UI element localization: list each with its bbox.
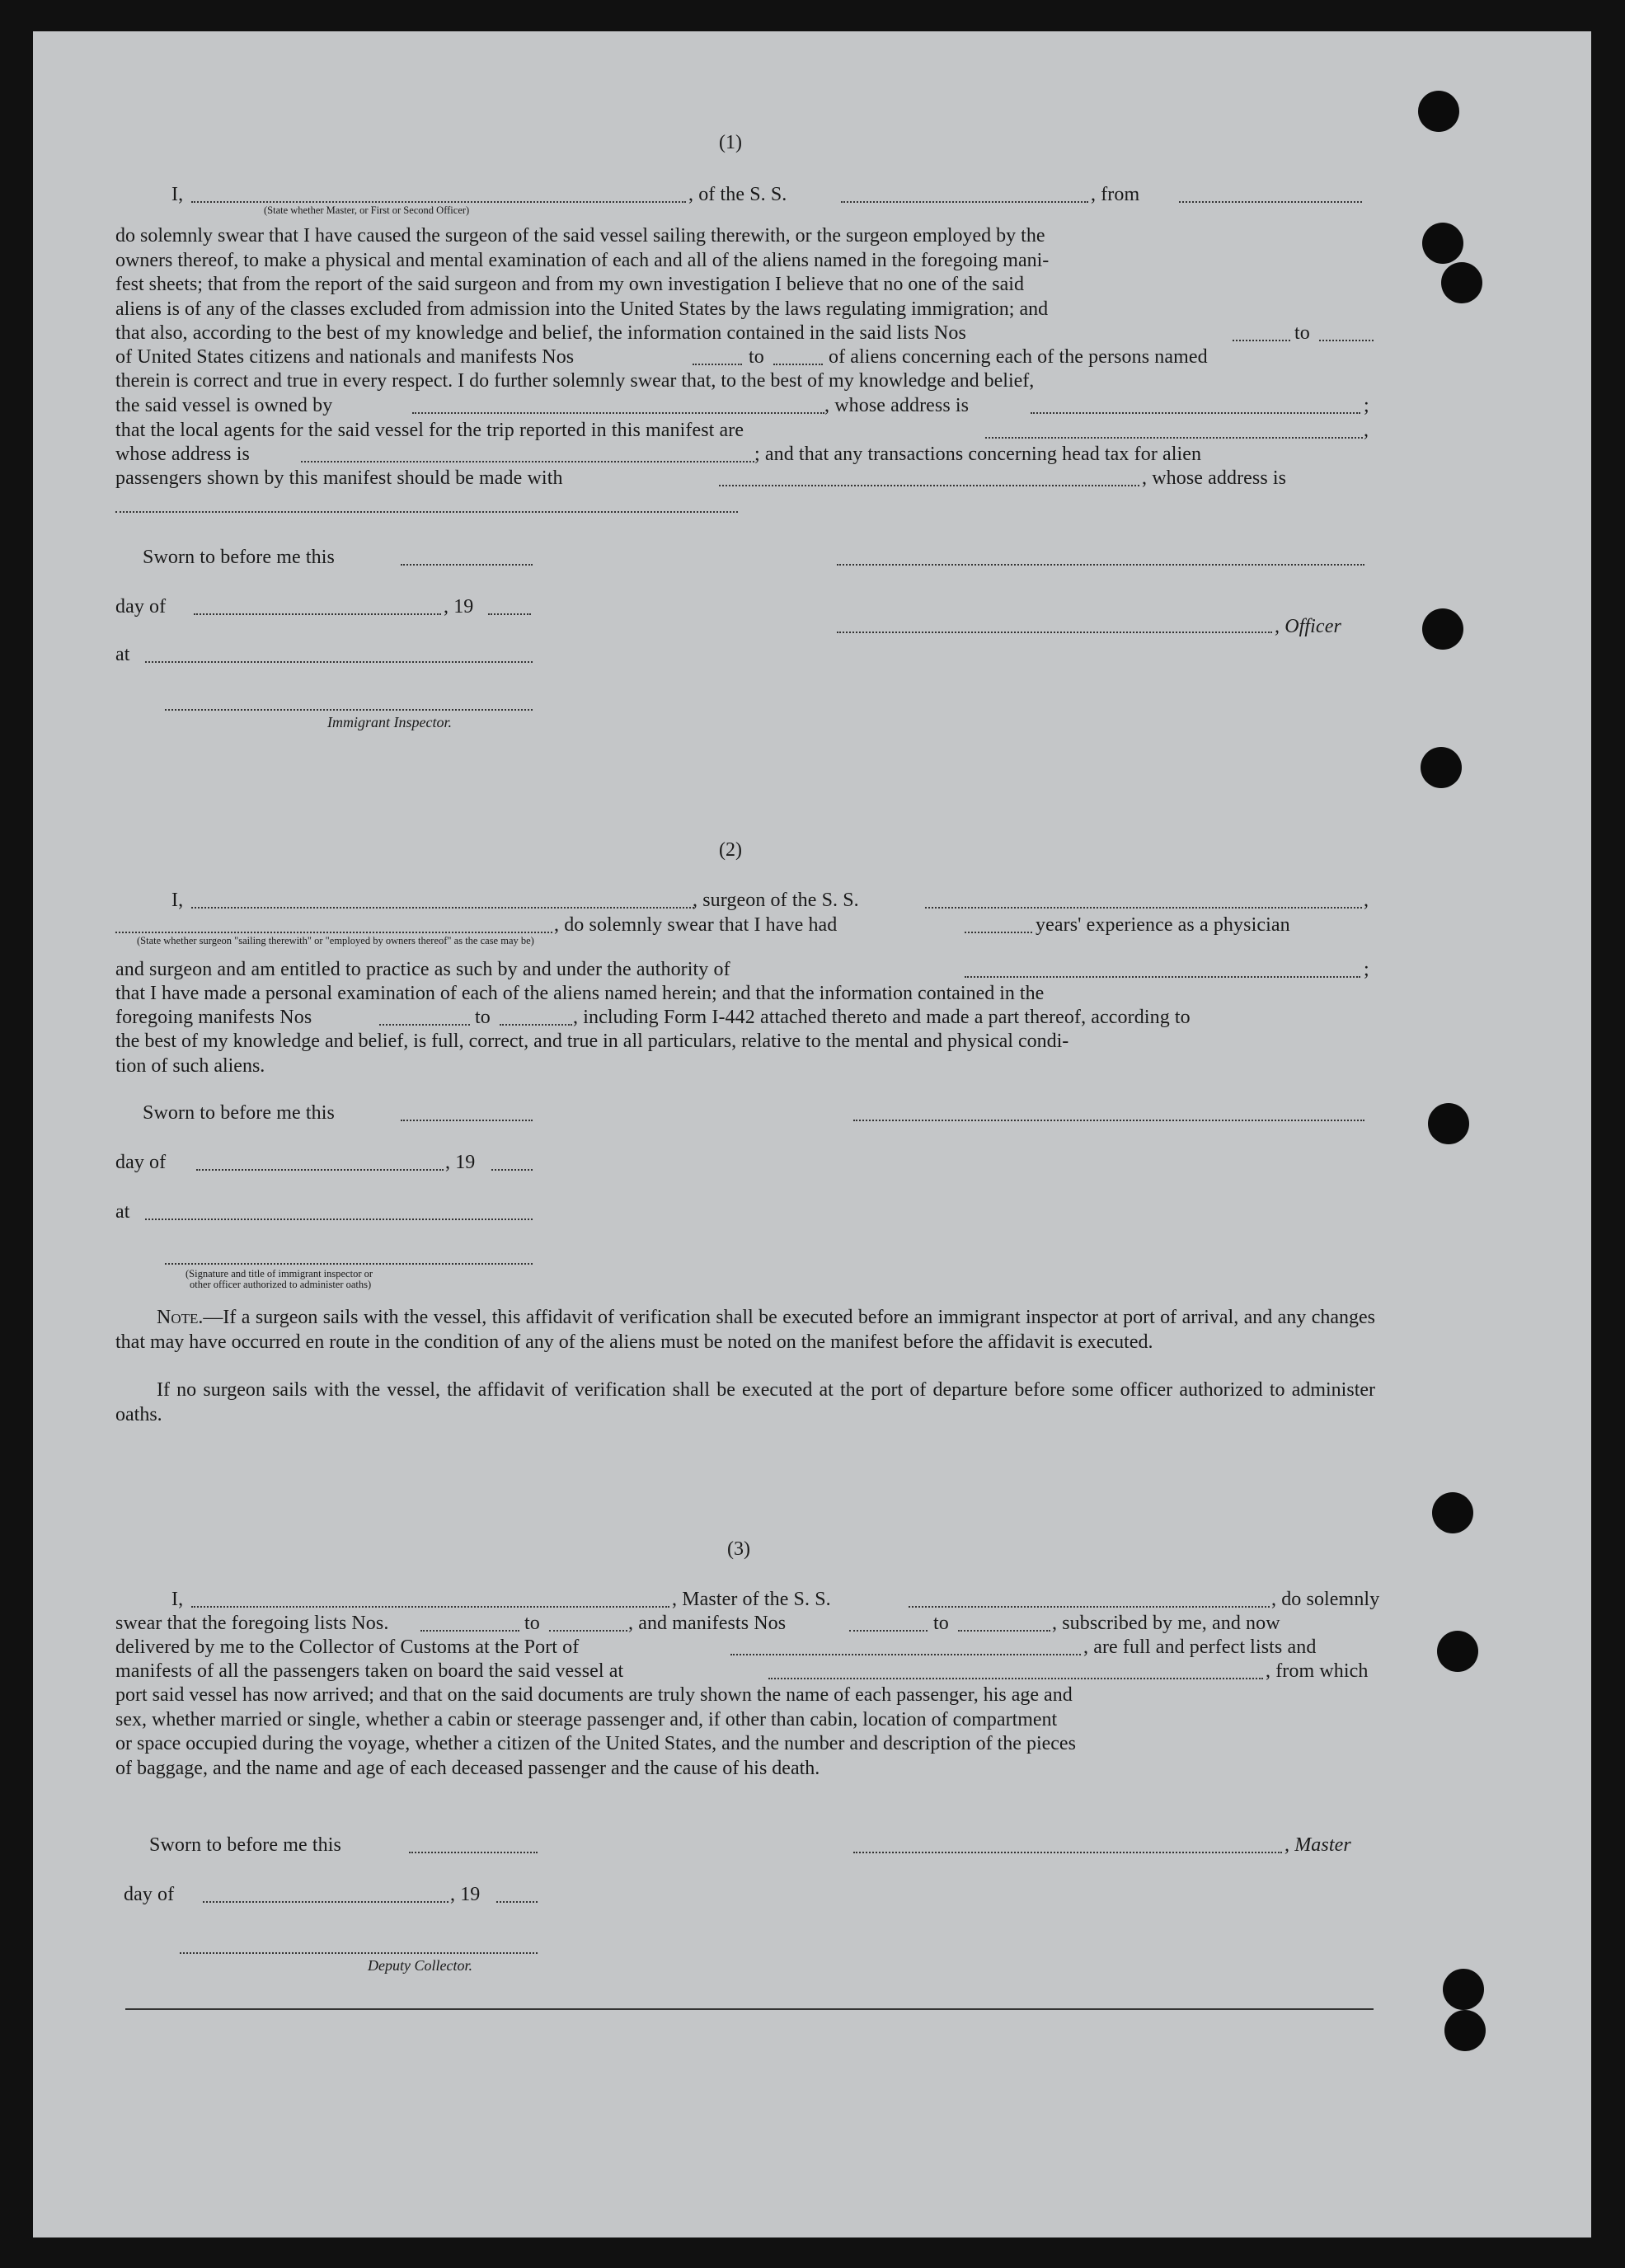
text-line: that also, according to the best of my knowledge and belief, the information contained in the said lists Nos bbox=[115, 322, 966, 344]
text-line: ; and that any transactions concerning head tax for alien bbox=[754, 444, 1202, 465]
inspector-signature-line bbox=[165, 1263, 533, 1265]
text-line: , do solemnly swear that I have had bbox=[554, 914, 838, 936]
text-line: delivered by me to the Collector of Customs at the Port of bbox=[115, 1636, 580, 1658]
lists-from-field bbox=[420, 1630, 519, 1632]
manifest-from-field bbox=[693, 364, 742, 365]
owner-field bbox=[412, 412, 824, 414]
text-line: years' experience as a physician bbox=[1036, 914, 1290, 936]
vessel-name-field bbox=[841, 201, 1088, 203]
note-paragraph bbox=[115, 1306, 1375, 1355]
affidavit-page bbox=[33, 31, 1591, 2237]
boarding-port-field bbox=[768, 1678, 1263, 1679]
agents-address-field bbox=[301, 461, 754, 463]
manifest-to-field bbox=[773, 364, 823, 365]
year-label: , 19 bbox=[450, 1884, 481, 1905]
text-line: to bbox=[1294, 322, 1310, 344]
text-line: to bbox=[475, 1007, 491, 1028]
officer-name-field bbox=[191, 201, 686, 203]
years-field bbox=[965, 932, 1032, 933]
punch-hole bbox=[1443, 1969, 1484, 2010]
semicolon: ; bbox=[1364, 395, 1369, 416]
surgeon-status-field bbox=[115, 932, 552, 933]
year-label: , 19 bbox=[444, 596, 474, 617]
text-line: of aliens concerning each of the persons named bbox=[829, 346, 1208, 368]
port-field bbox=[730, 1654, 1081, 1655]
sworn-date-field bbox=[401, 1120, 533, 1121]
note-paragraph-2: If no surgeon sails with the vessel, the affidavit of verification shall be executed at the port of departure before some officer authorized to administer oaths. bbox=[115, 1379, 1375, 1425]
text-line: of United States citizens and nationals and manifests Nos bbox=[115, 346, 575, 368]
text-line: whose address is bbox=[115, 444, 250, 465]
punch-hole bbox=[1418, 91, 1459, 132]
text-line: , from which bbox=[1266, 1660, 1369, 1682]
head-tax-party-field bbox=[719, 485, 1139, 486]
master-signature-line bbox=[853, 1852, 1282, 1853]
collector-signature-line bbox=[180, 1952, 538, 1954]
day-of-field bbox=[203, 1901, 449, 1903]
signature-note: (Signature and title of immigrant inspector or bbox=[186, 1268, 373, 1280]
deputy-collector-label: Deputy Collector. bbox=[368, 1957, 472, 1974]
text-line: , whose address is bbox=[824, 395, 970, 416]
text-line: , and manifests Nos bbox=[628, 1613, 787, 1634]
text-line: passengers shown by this manifest should be made with bbox=[115, 467, 563, 489]
section-number: (2) bbox=[719, 839, 742, 861]
punch-hole bbox=[1422, 223, 1463, 264]
punch-hole bbox=[1444, 2010, 1486, 2051]
inspector-signature-line bbox=[165, 709, 533, 711]
punch-hole bbox=[1441, 262, 1482, 303]
i-label: I, bbox=[171, 890, 184, 911]
text-line: to bbox=[524, 1613, 540, 1634]
sworn-date-field bbox=[409, 1852, 538, 1853]
manifests-to-field bbox=[500, 1024, 572, 1026]
i-label: I, bbox=[171, 1589, 184, 1610]
agents-field bbox=[985, 437, 1363, 439]
section3-body: port said vessel has now arrived; and that on the said documents are truly shown the name of each passenger, his age and sex, whether married or single, whether a cabin or steerage passenger and, if other than cabin, location of compartment or space occupied during the voyage, whether a citizen of the United States, and the number and description of the pieces of baggage, and the name and age of each deceased passenger and the cause of his death. bbox=[115, 1684, 1076, 1779]
note-text: —If a surgeon sails with the vessel, this affidavit of verification shall be executed before an immigrant inspector at port of arrival, and any changes that may have occurred en route in the condition of any of the aliens must be noted on the manifest before the affidavit is executed. bbox=[115, 1307, 1375, 1353]
at-field bbox=[145, 661, 533, 663]
officer-signature-line bbox=[837, 564, 1364, 566]
sworn-label: Sworn to before me this bbox=[143, 1102, 335, 1124]
at-label: at bbox=[115, 644, 130, 665]
manifests-from-field bbox=[379, 1024, 470, 1026]
text-line: , whose address is bbox=[1142, 467, 1287, 489]
i-label: I, bbox=[171, 184, 184, 205]
manifests-from-field bbox=[849, 1630, 928, 1632]
sworn-date-field bbox=[401, 564, 533, 566]
text-line: swear that the foregoing lists Nos. bbox=[115, 1613, 389, 1634]
text-line: , are full and perfect lists and bbox=[1083, 1636, 1317, 1658]
section-number: (1) bbox=[719, 132, 742, 153]
text-line: , subscribed by me, and now bbox=[1052, 1613, 1280, 1634]
year-field bbox=[496, 1901, 538, 1903]
from-port-field bbox=[1179, 201, 1362, 203]
surgeon-of-label: , surgeon of the S. S. bbox=[693, 890, 859, 911]
section1-body-2: therein is correct and true in every respect. I do further solemnly swear that, to the best of my knowledge and belief, bbox=[115, 370, 1035, 392]
text-line: foregoing manifests Nos bbox=[115, 1007, 312, 1028]
vessel-name-field bbox=[909, 1606, 1270, 1608]
day-of-label: day of bbox=[124, 1884, 175, 1905]
punch-hole bbox=[1432, 1492, 1473, 1533]
signature-line bbox=[853, 1120, 1364, 1121]
text-line: , do solemnly bbox=[1271, 1589, 1380, 1610]
head-tax-address-field bbox=[115, 511, 738, 513]
bottom-rule bbox=[125, 2008, 1374, 2010]
master-name-field bbox=[191, 1606, 669, 1608]
comma: , bbox=[1364, 890, 1369, 911]
text-line: and surgeon and am entitled to practice as such by and under the authority of bbox=[115, 959, 730, 980]
signature-note: other officer authorized to administer oaths) bbox=[190, 1279, 372, 1290]
vessel-name-field bbox=[925, 907, 1362, 909]
inspector-label: Immigrant Inspector. bbox=[327, 714, 452, 730]
text-line: , including Form I-442 attached thereto and made a part thereof, according to bbox=[573, 1007, 1191, 1028]
sworn-label: Sworn to before me this bbox=[143, 547, 335, 568]
punch-hole bbox=[1421, 747, 1462, 788]
of-ss-label: , of the S. S. bbox=[688, 184, 787, 205]
surgeon-note: (State whether surgeon "sailing therewith" or "employed by owners thereof" as the case may be) bbox=[137, 935, 534, 946]
master-label: , Master bbox=[1285, 1834, 1351, 1856]
surgeon-name-field bbox=[191, 907, 694, 909]
year-field bbox=[491, 1169, 533, 1171]
lists-from-field bbox=[1233, 340, 1290, 341]
sworn-label: Sworn to before me this bbox=[149, 1834, 341, 1856]
year-label: , 19 bbox=[445, 1152, 476, 1173]
section-number: (3) bbox=[727, 1538, 750, 1560]
text-line: to bbox=[749, 346, 764, 368]
punch-hole bbox=[1428, 1103, 1469, 1144]
text-line: manifests of all the passengers taken on board the said vessel at bbox=[115, 1660, 624, 1682]
text-line: that the local agents for the said vessel for the trip reported in this manifest are bbox=[115, 420, 744, 441]
at-field bbox=[145, 1219, 533, 1220]
text-line: the said vessel is owned by bbox=[115, 395, 333, 416]
section2-body: that I have made a personal examination of each of the aliens named herein; and that the information contained in the bbox=[115, 983, 1045, 1004]
day-of-label: day of bbox=[115, 1152, 167, 1173]
day-of-label: day of bbox=[115, 596, 167, 617]
lists-to-field bbox=[549, 1630, 627, 1632]
officer-label: , Officer bbox=[1275, 616, 1341, 637]
at-label: at bbox=[115, 1201, 130, 1223]
owner-address-field bbox=[1031, 412, 1360, 414]
comma: , bbox=[1364, 420, 1369, 441]
from-label: , from bbox=[1091, 184, 1140, 205]
manifests-to-field bbox=[958, 1630, 1050, 1632]
master-note: (State whether Master, or First or Second Officer) bbox=[264, 204, 470, 216]
authority-field bbox=[965, 976, 1360, 978]
master-of-label: , Master of the S. S. bbox=[672, 1589, 831, 1610]
section2-body-2: the best of my knowledge and belief, is full, correct, and true in all particulars, relative to the mental and physical condi- tion of such aliens. bbox=[115, 1031, 1069, 1077]
section1-body: do solemnly swear that I have caused the surgeon of the said vessel sailing therewith, or the surgeon employed by the owners thereof, to make a physical and mental examination of each and all of the aliens named in the foregoing mani- fest sheets; that from the report of the said surgeon and from my own investigation I believe that no one of the said aliens is of any of the classes excluded from admission into the United States by the laws regulating immigration; and bbox=[115, 225, 1050, 320]
day-of-field bbox=[196, 1169, 444, 1171]
year-field bbox=[488, 613, 531, 615]
punch-hole bbox=[1437, 1631, 1478, 1672]
officer-title-line bbox=[837, 632, 1272, 633]
punch-hole bbox=[1422, 608, 1463, 650]
semicolon: ; bbox=[1364, 959, 1369, 980]
day-of-field bbox=[194, 613, 441, 615]
lists-to-field bbox=[1319, 340, 1374, 341]
note-label: Note. bbox=[157, 1307, 204, 1328]
text-line: to bbox=[933, 1613, 949, 1634]
